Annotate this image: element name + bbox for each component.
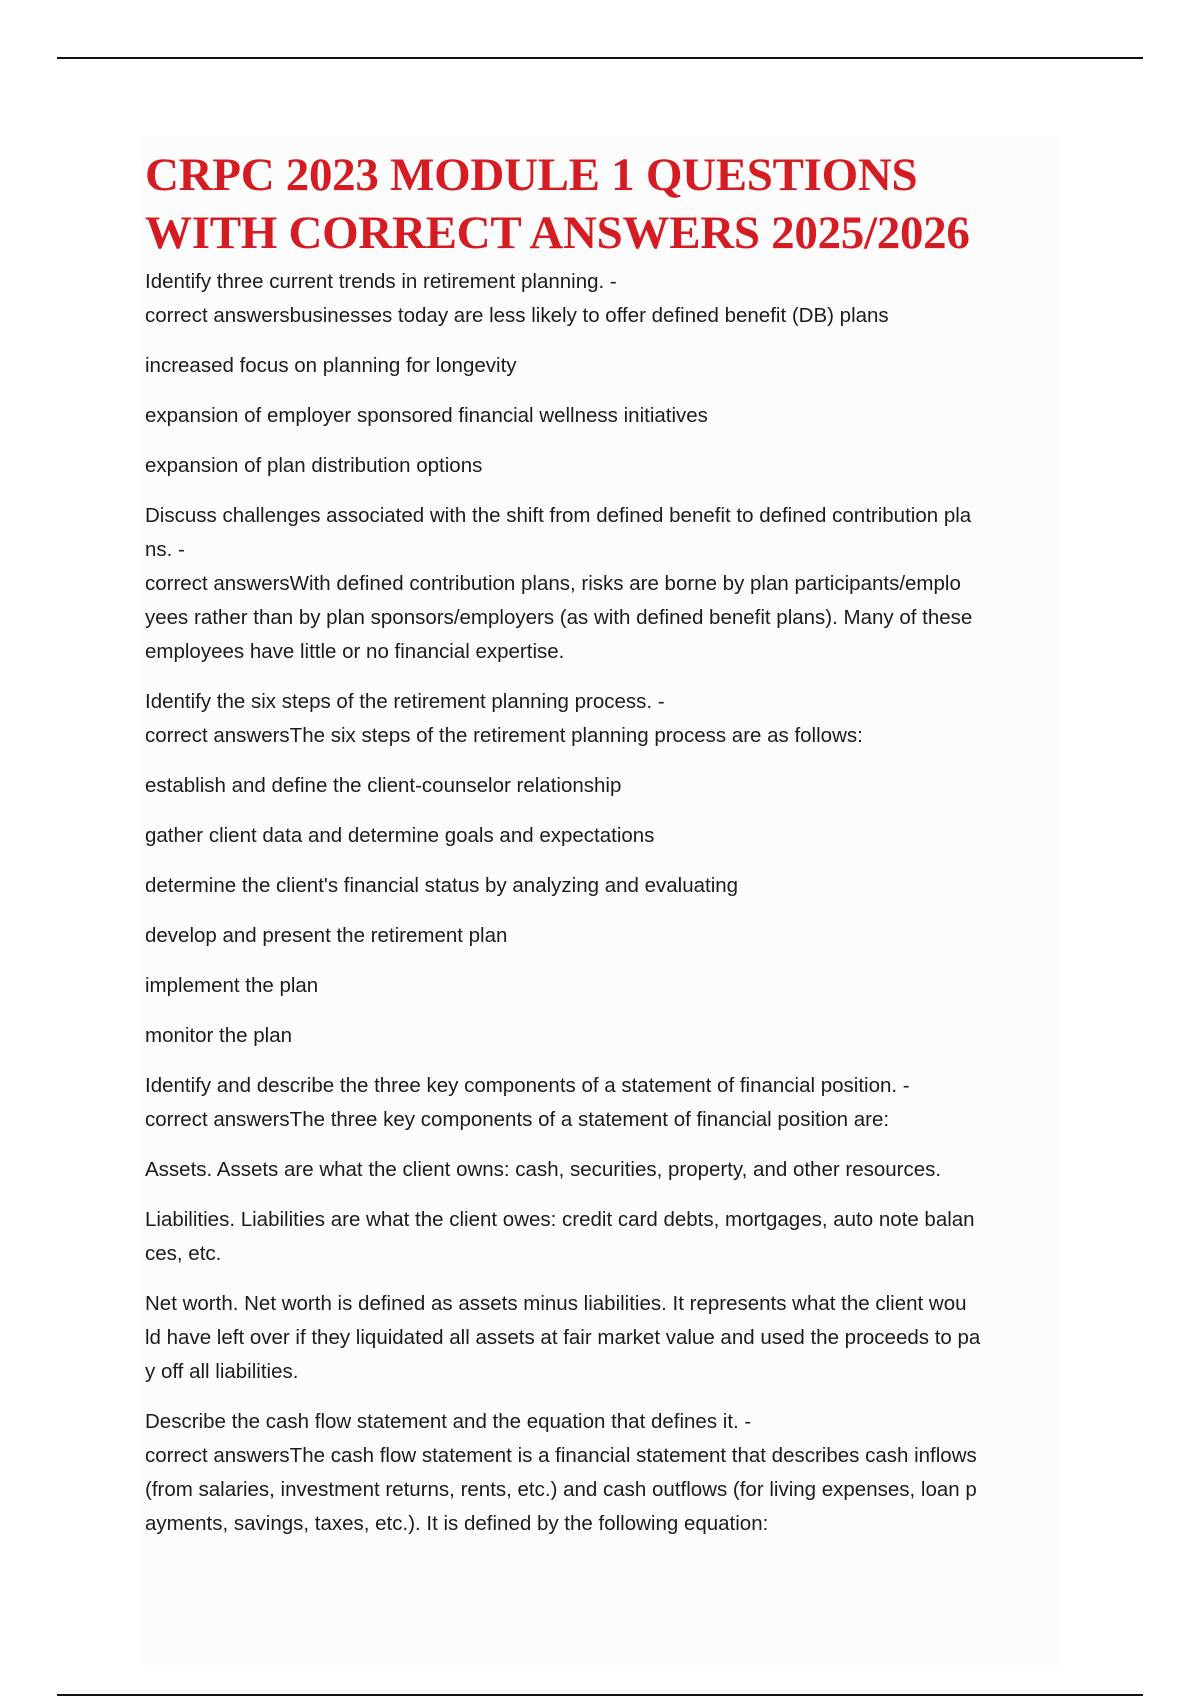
answer-3: correct answersThe six steps of the retirement planning process are as follows: <box>145 724 863 747</box>
answer-5: correct answersThe cash flow statement is a financial statement that describes cash inflows (from salaries, investment returns, rents, etc.) and cash outflows (for living expenses, loan p ayments, savings, taxes, etc.). It is defined by the following equation: <box>145 1444 977 1535</box>
document-title <box>145 146 1065 262</box>
answer-3-step-1: establish and define the client-counselor relationship <box>145 774 622 797</box>
bottom-divider <box>57 1694 1143 1696</box>
answer-4-net-worth: Net worth. Net worth is defined as assets minus liabilities. It represents what the client wou ld have left over if they liquidated all assets at fair market value and used the proceeds to pa y off all liabilities. <box>145 1292 981 1383</box>
answer-4-assets: Assets. Assets are what the client owns: cash, securities, property, and other resources. <box>145 1158 942 1181</box>
answer-3-step-4: develop and present the retirement plan <box>145 924 508 947</box>
answer-1: correct answersbusinesses today are less likely to offer defined benefit (DB) plans <box>145 304 889 327</box>
question-3: Identify the six steps of the retirement planning process. - <box>145 690 665 713</box>
answer-1-item-2: increased focus on planning for longevity <box>145 354 517 377</box>
top-divider <box>57 57 1143 59</box>
answer-1-item-3: expansion of employer sponsored financial wellness initiatives <box>145 404 708 427</box>
answer-1-item-4: expansion of plan distribution options <box>145 454 483 477</box>
answer-2: correct answersWith defined contribution plans, risks are borne by plan participants/emplo yees rather than by plan sponsors/employers (as with defined benefit plans). Many of these employees have little or no financial expertise. <box>145 572 973 663</box>
title-line-1: CRPC 2023 MODULE 1 QUESTIONS <box>145 149 918 201</box>
answer-3-step-5: implement the plan <box>145 974 319 997</box>
question-1: Identify three current trends in retirement planning. - <box>145 270 617 293</box>
question-2: Discuss challenges associated with the shift from defined benefit to defined contribution pla ns. - <box>145 504 972 561</box>
answer-3-step-6: monitor the plan <box>145 1024 293 1047</box>
document-body <box>145 146 1065 1557</box>
answer-3-step-3: determine the client's financial status by analyzing and evaluating <box>145 874 739 897</box>
question-5: Describe the cash flow statement and the equation that defines it. - <box>145 1410 752 1433</box>
answer-4-liabilities: Liabilities. Liabilities are what the client owes: credit card debts, mortgages, auto note balan ces, etc. <box>145 1208 975 1265</box>
answer-4: correct answersThe three key components of a statement of financial position are: <box>145 1108 890 1131</box>
answer-3-step-2: gather client data and determine goals and expectations <box>145 824 655 847</box>
question-4: Identify and describe the three key components of a statement of financial position. - <box>145 1074 910 1097</box>
title-line-2: WITH CORRECT ANSWERS 2025/2026 <box>145 207 970 259</box>
